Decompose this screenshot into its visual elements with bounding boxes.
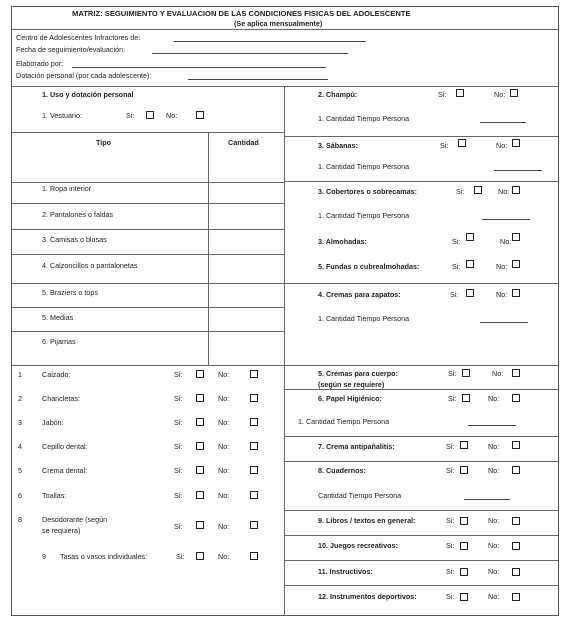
si-label: Si:: [456, 187, 465, 196]
si-label: Si:: [174, 442, 183, 451]
sabanas-persona-input[interactable]: [494, 170, 542, 171]
si-label: Si:: [448, 369, 457, 378]
vestuario-label: 1. Vestuario:: [42, 111, 82, 120]
clothing-item: 1. Ropa interior: [42, 184, 92, 193]
no-label: No:: [218, 522, 230, 531]
field-dotacion-label: Dotación personal (por cada adolescente):: [16, 71, 152, 80]
no-label: No:: [496, 141, 508, 150]
item-number: 1: [18, 370, 22, 379]
item-label: se requiera): [42, 526, 81, 535]
item-label: Chancletas:: [42, 394, 80, 403]
antipanalitis-si-checkbox[interactable]: [460, 441, 468, 449]
no-label: No:: [500, 237, 512, 246]
cremas-zapatos-detail: 1. Cantidad Tiempo Persona: [318, 314, 410, 323]
clothing-item: 3. Camisas o blusas: [42, 235, 107, 244]
si-label: Si:: [174, 394, 183, 403]
item-label: Desodorante (según: [42, 515, 108, 524]
si-label: Si:: [440, 141, 449, 150]
no-label: No:: [488, 592, 500, 601]
papel-no-checkbox[interactable]: [512, 394, 520, 402]
item-number: 3: [18, 418, 22, 427]
papel-persona-input[interactable]: [468, 425, 516, 426]
field-dotacion-input[interactable]: [188, 79, 328, 80]
no-label: No:: [218, 394, 230, 403]
fundas-si-checkbox[interactable]: [466, 260, 474, 268]
instrumentos-title: 12. Instrumentos deportivos:: [318, 592, 417, 601]
papel-title: 6. Papel Higiénico:: [318, 394, 382, 403]
libros-no-checkbox[interactable]: [512, 517, 520, 525]
item-number: 6: [18, 491, 22, 500]
cuadernos-si-checkbox[interactable]: [460, 466, 468, 474]
no-label: No:: [218, 370, 230, 379]
no-label: No:: [218, 491, 230, 500]
si-label: Si:: [446, 442, 455, 451]
cobertores-si-checkbox[interactable]: [474, 186, 482, 194]
chancletas-si-checkbox[interactable]: [196, 394, 204, 402]
papel-si-checkbox[interactable]: [462, 394, 470, 402]
almohadas-si-checkbox[interactable]: [466, 233, 474, 241]
papel-detail: 1. Cantidad Tiempo Persona: [298, 417, 390, 426]
si-label: Si:: [174, 370, 183, 379]
no-label: No:: [218, 552, 230, 561]
no-label: No:: [488, 466, 500, 475]
section-uso-dotacion: 1. Uso y dotación personal: [42, 90, 134, 99]
tasas-si-checkbox[interactable]: [196, 552, 204, 560]
jabon-no-checkbox[interactable]: [250, 418, 258, 426]
si-label: Si:: [446, 592, 455, 601]
no-label: No:: [496, 262, 508, 271]
si-label: Si:: [446, 466, 455, 475]
sabanas-detail: 1. Cantidad Tiempo Persona: [318, 162, 410, 171]
cepillo-no-checkbox[interactable]: [250, 442, 258, 450]
sabanas-no-checkbox[interactable]: [512, 139, 520, 147]
fundas-no-checkbox[interactable]: [512, 260, 520, 268]
fundas-title: 5. Fundas o cubrealmohadas:: [318, 262, 420, 271]
no-label: No:: [488, 567, 500, 576]
toallas-si-checkbox[interactable]: [196, 491, 204, 499]
item-label: Toallas:: [42, 491, 67, 500]
sabanas-title: 3. Sábanas:: [318, 141, 358, 150]
item-label: Calzado:: [42, 370, 71, 379]
field-centro-label: Centro de Adolescentes Infractores de:: [16, 33, 141, 42]
crema-dental-no-checkbox[interactable]: [250, 466, 258, 474]
champu-si-checkbox[interactable]: [456, 89, 464, 97]
si-label: Si:: [450, 290, 459, 299]
si-label: Si:: [174, 418, 183, 427]
champu-title: 2. Champú:: [318, 90, 358, 99]
item-number: 8: [18, 515, 22, 524]
vestuario-no-label: No:: [166, 111, 178, 120]
cobertores-detail: 1. Cantidad Tiempo Persona: [318, 211, 410, 220]
no-label: No:: [498, 187, 510, 196]
si-label: Si:: [174, 491, 183, 500]
libros-si-checkbox[interactable]: [460, 517, 468, 525]
no-label: No:: [488, 394, 500, 403]
si-label: Si:: [452, 262, 461, 271]
chancletas-no-checkbox[interactable]: [250, 394, 258, 402]
calzado-no-checkbox[interactable]: [250, 370, 258, 378]
cuadernos-persona-input[interactable]: [464, 499, 510, 500]
cremas-zapatos-si-checkbox[interactable]: [466, 289, 474, 297]
si-label: Si:: [448, 394, 457, 403]
item-number: 2: [18, 394, 22, 403]
si-label: Si:: [176, 552, 185, 561]
no-label: No:: [488, 442, 500, 451]
vestuario-si-label: Si:: [126, 111, 135, 120]
vestuario-si-checkbox[interactable]: [146, 111, 154, 119]
tipo-header: Tipo: [96, 138, 112, 147]
champu-persona-input[interactable]: [480, 122, 526, 123]
no-label: No:: [218, 442, 230, 451]
no-label: No:: [218, 466, 230, 475]
si-label: Si:: [438, 90, 447, 99]
instructivos-no-checkbox[interactable]: [512, 568, 520, 576]
almohadas-title: 3. Almohadas:: [318, 237, 367, 246]
si-label: Si:: [452, 237, 461, 246]
instrumentos-si-checkbox[interactable]: [460, 593, 468, 601]
item-label: Jabón:: [42, 418, 64, 427]
no-label: No:: [488, 516, 500, 525]
juegos-si-checkbox[interactable]: [460, 542, 468, 550]
si-label: Si:: [174, 522, 183, 531]
form-sheet: [11, 6, 559, 616]
si-label: Si:: [446, 516, 455, 525]
juegos-title: 10. Juegos recreativos:: [318, 541, 398, 550]
cuadernos-no-checkbox[interactable]: [512, 466, 520, 474]
clothing-item: 5. Medias: [42, 313, 74, 322]
si-label: Si:: [446, 567, 455, 576]
cuadernos-detail: Cantidad Tiempo Persona: [318, 491, 402, 500]
cuadernos-title: 8. Cuadernos:: [318, 466, 366, 475]
field-elaborado-input[interactable]: [72, 67, 326, 68]
cremas-zapatos-no-checkbox[interactable]: [512, 289, 520, 297]
cremas-zapatos-title: 4. Cremas para zapatos:: [318, 290, 401, 299]
field-elaborado-label: Elaborado por:: [16, 59, 64, 68]
champu-no-checkbox[interactable]: [510, 89, 518, 97]
cobertores-no-checkbox[interactable]: [512, 186, 520, 194]
cremas-cuerpo-no-checkbox[interactable]: [512, 369, 520, 377]
cobertores-persona-input[interactable]: [482, 219, 530, 220]
clothing-item: 6. Pijamas: [42, 337, 76, 346]
juegos-no-checkbox[interactable]: [512, 542, 520, 550]
no-label: No:: [492, 369, 504, 378]
item-number: 5: [18, 466, 22, 475]
item-number: 9: [42, 552, 46, 561]
cremas-cuerpo-title: 5. Cremas para cuerpo:: [318, 369, 398, 378]
si-label: Si:: [446, 541, 455, 550]
clothing-item: 4. Calzoncillos o pantalonetas: [42, 261, 138, 270]
vestuario-no-checkbox[interactable]: [196, 111, 204, 119]
form-subtitle: (Se aplica mensualmente): [234, 19, 323, 28]
cremas-cuerpo-note: (según se requiere): [318, 380, 385, 389]
field-fecha-input[interactable]: [152, 53, 348, 54]
champu-detail: 1. Cantidad Tiempo Persona: [318, 114, 410, 123]
item-label: Tasas o vasos individuales:: [60, 552, 148, 561]
almohadas-no-checkbox[interactable]: [512, 233, 520, 241]
field-fecha-label: Fecha de seguimiento/evaluación:: [16, 45, 126, 54]
no-label: No:: [494, 90, 506, 99]
instrumentos-no-checkbox[interactable]: [512, 593, 520, 601]
no-label: No:: [218, 418, 230, 427]
antipanalitis-title: 7. Crema antipañalitis:: [318, 442, 395, 451]
clothing-item: 5. Braziers o tops: [42, 288, 98, 297]
cobertores-title: 3. Cobertores o sobrecamas:: [318, 187, 418, 196]
tasas-no-checkbox[interactable]: [250, 552, 258, 560]
calzado-si-checkbox[interactable]: [196, 370, 204, 378]
item-number: 4: [18, 442, 22, 451]
clothing-item: 2. Pantalones o faldas: [42, 210, 114, 219]
item-label: Crema dental:: [42, 466, 88, 475]
jabon-si-checkbox[interactable]: [196, 418, 204, 426]
crema-dental-si-checkbox[interactable]: [196, 466, 204, 474]
instructivos-si-checkbox[interactable]: [460, 568, 468, 576]
sabanas-si-checkbox[interactable]: [458, 139, 466, 147]
cantidad-header: Cantidad: [228, 138, 259, 147]
cepillo-si-checkbox[interactable]: [196, 442, 204, 450]
item-label: Cepillo dental:: [42, 442, 88, 451]
si-label: Si:: [174, 466, 183, 475]
libros-title: 9. Libros / textos en general:: [318, 516, 416, 525]
form-title: MATRIZ: SEGUIMIENTO Y EVALUACION DE LAS CONDICIONES FISICAS DEL ADOLESCENTE: [72, 9, 411, 18]
cremas-zapatos-persona-input[interactable]: [480, 322, 528, 323]
no-label: No:: [496, 290, 508, 299]
no-label: No:: [488, 541, 500, 550]
desodorante-no-checkbox[interactable]: [250, 521, 258, 529]
toallas-no-checkbox[interactable]: [250, 491, 258, 499]
antipanalitis-no-checkbox[interactable]: [512, 441, 520, 449]
desodorante-si-checkbox[interactable]: [196, 521, 204, 529]
cremas-cuerpo-si-checkbox[interactable]: [462, 369, 470, 377]
field-centro-input[interactable]: [174, 41, 366, 42]
instructivos-title: 11. Instructivos:: [318, 567, 373, 576]
